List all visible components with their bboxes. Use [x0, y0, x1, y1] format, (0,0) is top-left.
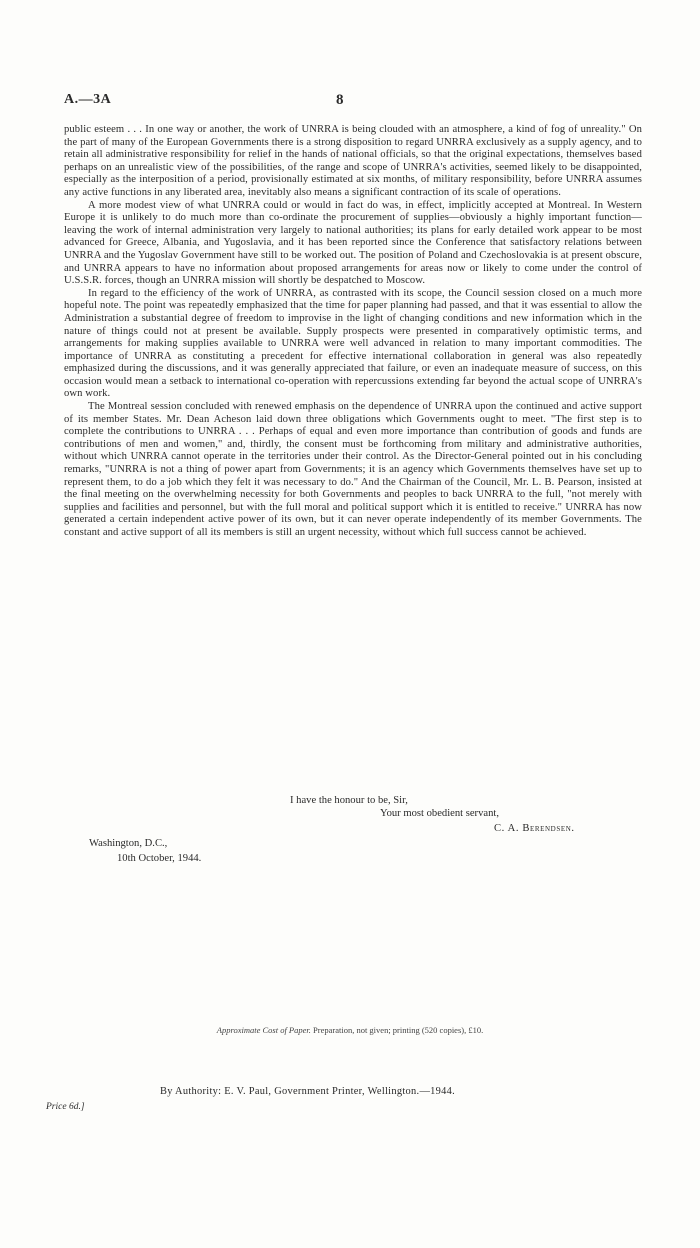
place: Washington, D.C., [89, 838, 168, 849]
page-number: 8 [336, 92, 344, 108]
printer-authority: By Authority: E. V. Paul, Government Printer, Wellington.—1944. [160, 1086, 456, 1097]
closing-salutation: I have the honour to be, Sir, [290, 795, 408, 806]
cost-detail: Preparation, not given; printing (520 copies), £10. [313, 1025, 484, 1035]
document-reference: A.—3A [64, 92, 112, 107]
closing-servant: Your most obedient servant, [380, 808, 499, 819]
paragraph: public esteem . . . In one way or another, the work of UNRRA is being clouded with an atmosphere, a kind of fog of unreality." On the part of many of the European Governments there is a strong disposition to regard UNRRA exclusively as a supply agency, and to retain all administrative responsibility for relief in the hands of national officials, so that the original expectations, themselves based perhaps on an unrealistic view of the possibilities, of the range and scope of UNRRA's activities, seemed likely to be disappointed, especially as the interposition of a period, provisionally estimated at six months, of military responsibility, before UNRRA assumes any active functions in any liberated area, inevitably also means a significant contraction of its scale of operations. [64, 124, 642, 198]
cost-label: Approximate Cost of Paper. [216, 1025, 311, 1035]
paragraph: In regard to the efficiency of the work of UNRRA, as contrasted with its scope, the Council session closed on a much more hopeful note. The point was repeatedly emphasized that the time for paper planning had passed, and that it was essential to allow the Administration a substantial degree of freedom to improvise in the light of changing conditions and new information which in the nature of things could not at present be available. Supply prospects were presented in comparatively optimistic terms, and arrangements for making supplies available to UNRRA were well advanced in relation to many important commodities. The importance of UNRRA as constituting a precedent for effective international collaboration in general was also repeatedly emphasized during the discussions, and it was generally appreciated that failure, or even an inadequate measure of success, on this occasion would mean a setback to international co-operation with repercussions extending far beyond the actual scope of UNRRA's own work. [64, 287, 642, 400]
date: 10th October, 1944. [117, 853, 202, 864]
price: Price 6d.] [46, 1102, 85, 1112]
cost-note [0, 1025, 700, 1035]
page-header [64, 92, 642, 110]
signature: C. A. Berendsen. [494, 823, 575, 834]
paragraph: The Montreal session concluded with renewed emphasis on the dependence of UNRRA upon the continued and active support of its member States. Mr. Dean Acheson laid down three obligations which Governments ought to meet. "The first step is to complete the contributions to UNRRA . . . Perhaps of equal and even more importance than contribution of goods and funds are contributions of men and women," and, thirdly, the consent must be forthcoming from military and administrative authorities, without which UNRRA cannot operate in the territories under their control. As the Director-General pointed out in his concluding remarks, "UNRRA is not a thing of power apart from Governments; it is an agency which Governments themselves have set up to represent them, to do a job which they felt it was necessary to do." And the Chairman of the Council, Mr. L. B. Pearson, insisted at the final meeting on the overwhelming necessity for both Governments and peoples to back UNRRA to the full, "not merely with supplies and facilities and personnel, but with the full moral and political support which it is entitled to receive." UNRRA has now generated a certain independent active power of its own, but it can never operate independently of its member Governments. The constant and active support of all its members is still an urgent necessity, without which full success cannot be achieved. [64, 401, 642, 538]
letter-body [64, 124, 642, 540]
paragraph: A more modest view of what UNRRA could or would in fact do was, in effect, implicitly accepted at Montreal. In Western Europe it is unlikely to do much more than co-ordinate the procurement of supplies—obviously a highly important function—leaving the work of internal administration very largely to national authorities; its plans for early detailed work appear to be most advanced for Greece, Albania, and Yugoslavia, and it has been reported since the Conference that satisfactory relations between UNRRA and the Yugoslav Government have still to be worked out. The position of Poland and Czechoslovakia is at present obscure, and UNRRA appears to have no information about proposed arrangements for areas now or likely to come under the control of U.S.S.R. forces, though an UNRRA mission will shortly be despatched to Moscow. [64, 199, 642, 287]
